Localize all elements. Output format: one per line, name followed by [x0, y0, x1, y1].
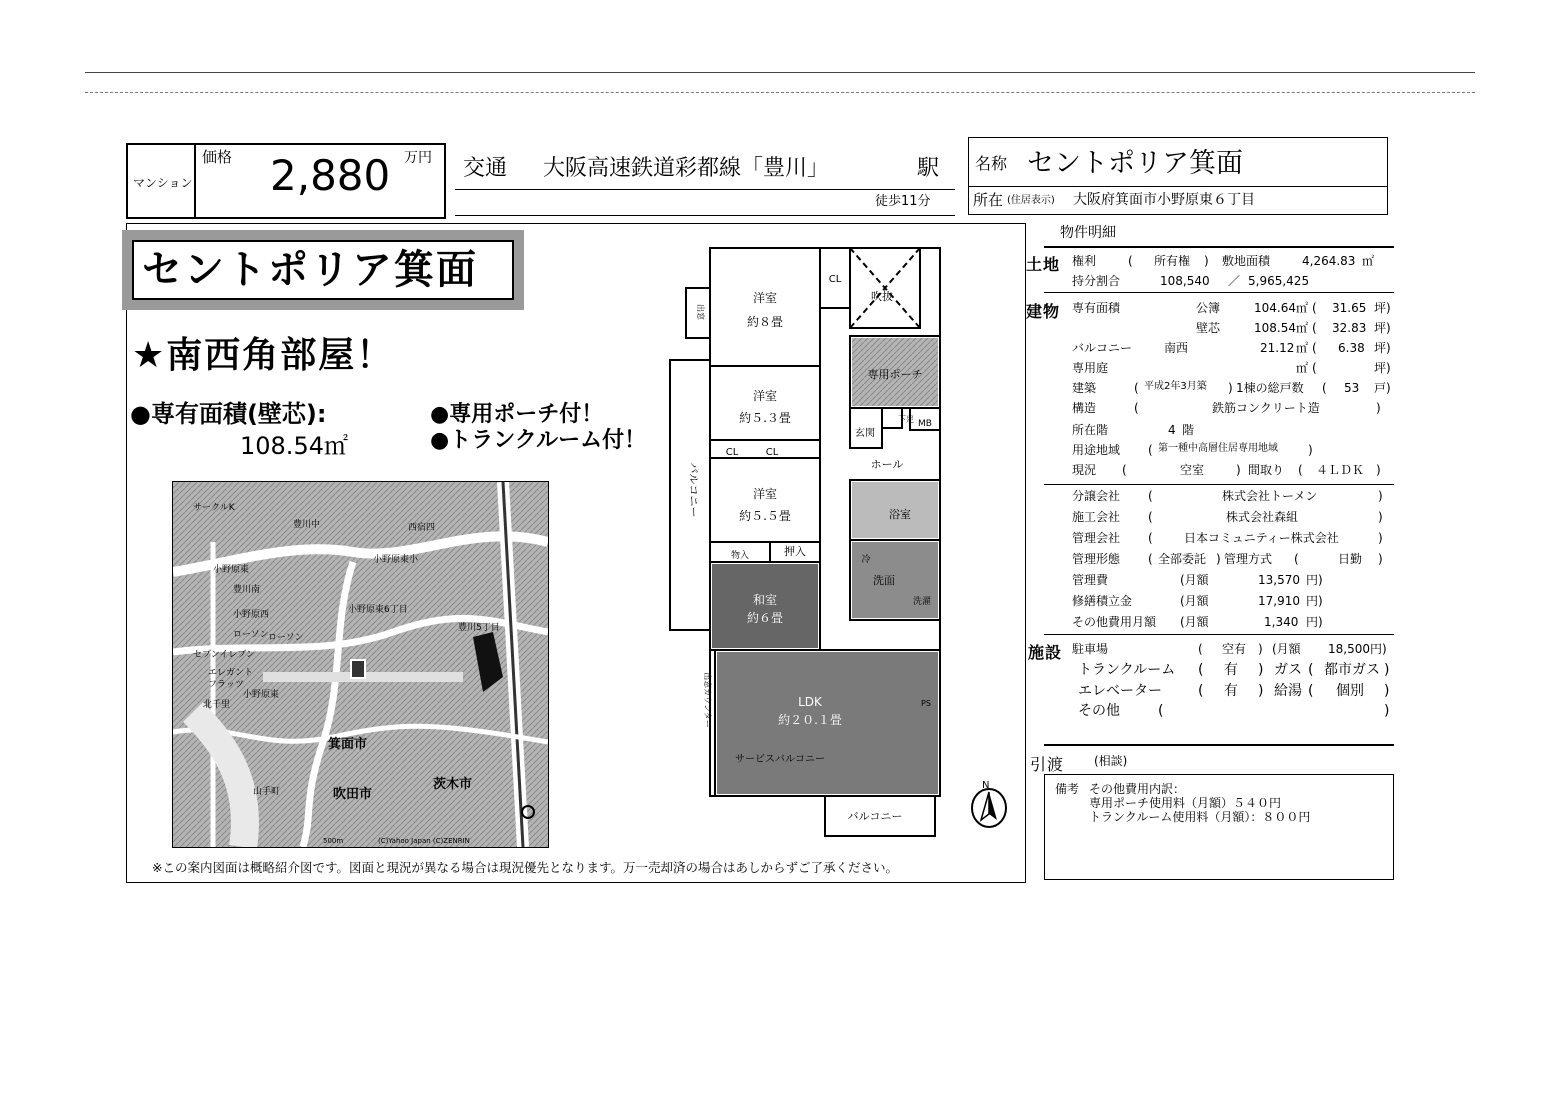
- land-right-value: 所有権: [1154, 254, 1191, 268]
- flyer-title: セントポリア箕面: [142, 247, 478, 293]
- map-label-1: 豊川中: [293, 520, 321, 530]
- monthly-label: (月額: [1180, 573, 1209, 587]
- room-label-4: 洋室: [752, 487, 778, 501]
- share-label: 持分割合: [1072, 274, 1121, 288]
- mgmt-type-label: 管理形態: [1072, 552, 1121, 566]
- structure-value: 鉄筋コンクリート造: [1212, 401, 1320, 415]
- access-rule: [455, 189, 955, 190]
- balcony-tsubo: 6.38: [1338, 341, 1365, 355]
- mgmt-company-label: 管理会社: [1072, 531, 1121, 545]
- gas-value: 都市ガス: [1324, 662, 1380, 678]
- other-fee-label: その他費用月額: [1072, 615, 1157, 629]
- price-label: 価格: [202, 148, 233, 166]
- spec-rule-top: [1044, 246, 1394, 248]
- north-compass-icon: [968, 778, 1010, 830]
- wall-center-label: 壁芯: [1196, 321, 1221, 335]
- balcony-label: バルコニー: [1072, 341, 1133, 355]
- paren-open: (: [1308, 662, 1314, 678]
- map-label-15: 箕面市: [328, 737, 368, 752]
- access-line: 大阪高速鉄道彩都線「豊川」: [543, 156, 830, 181]
- room-label-22: サービスバルコニー: [735, 754, 825, 765]
- yen-unit: 円): [1306, 615, 1323, 629]
- headline: ★南西角部屋！: [132, 335, 395, 376]
- paren-open: (: [1148, 443, 1153, 457]
- access-station: 駅: [917, 156, 940, 181]
- zoning-value: 第一種中高層住居専用地域: [1158, 443, 1278, 454]
- status-value: 空室: [1180, 463, 1205, 477]
- paren-close: ): [1204, 254, 1209, 268]
- land-area-value: 4,264.83: [1302, 254, 1356, 268]
- tsubo-unit: 坪): [1374, 321, 1391, 335]
- map-label-13: 北千里: [203, 700, 231, 710]
- address-sub: (住居表示): [1007, 195, 1055, 206]
- map-label-11: 小野原東6丁目: [348, 605, 408, 615]
- room-label-3: 約５.３畳: [739, 411, 791, 425]
- paren-close: ): [1258, 683, 1264, 699]
- zoning-label: 用途地域: [1072, 443, 1121, 457]
- room-label-1: 約８畳: [746, 315, 784, 329]
- total-units: 53: [1344, 381, 1360, 395]
- type-label: マンション: [133, 176, 193, 190]
- paren-open: (: [1148, 552, 1153, 566]
- land-right-label: 権利: [1072, 254, 1097, 268]
- room-label-0: 洋室: [752, 291, 778, 305]
- room-label-11: 吹抜: [871, 290, 893, 303]
- map-label-18: ローソン: [233, 630, 269, 640]
- type-box: [126, 143, 196, 219]
- room-label-15: 押入: [784, 545, 806, 558]
- room-label-25: MB: [918, 419, 932, 429]
- feature-porch: ●専用ポーチ付！: [430, 402, 604, 427]
- map-label-4: 西宿四: [408, 523, 436, 533]
- paren-open: (: [1294, 552, 1299, 566]
- name-box: [968, 137, 1388, 215]
- map-label-3: 小野原東小: [373, 555, 419, 565]
- building-label: 建物: [1026, 302, 1061, 321]
- room-label-2: 洋室: [752, 389, 778, 403]
- exclusive-area-label: 専有面積: [1072, 301, 1121, 315]
- paren-close: ): [1258, 642, 1263, 656]
- constructor-label: 施工会社: [1072, 510, 1121, 524]
- parking-label: 駐車場: [1072, 642, 1109, 656]
- map-label-17: 茨木市: [433, 777, 473, 792]
- registry-tsubo: 31.65: [1332, 301, 1367, 315]
- map-label-19: 山手町: [253, 787, 281, 797]
- paren-open: (: [1148, 510, 1153, 524]
- spec-rule-land: [1044, 292, 1394, 293]
- handover-label: 引渡: [1030, 755, 1065, 774]
- room-label-16: 洗面: [873, 574, 895, 587]
- paren-open: (: [1148, 489, 1153, 503]
- paren-open: (: [1312, 341, 1317, 355]
- map-label-12: 豊川5丁目: [458, 623, 500, 633]
- yen-unit: 円): [1306, 594, 1323, 608]
- balcony-sqm: 21.12: [1260, 341, 1295, 355]
- layout-label: 間取り: [1248, 463, 1285, 477]
- spec-section-title: 物件明細: [1060, 225, 1116, 241]
- paren-open: (: [1134, 401, 1139, 415]
- room-label-12: 専用ポーチ: [867, 368, 923, 381]
- paren-close: ): [1216, 552, 1221, 566]
- parking-status: 空有: [1222, 642, 1247, 656]
- paren-open: (: [1312, 301, 1317, 315]
- paren-open: (: [1308, 683, 1314, 699]
- map-credit: (C)Yahoo Japan (C)ZENRIN: [378, 837, 470, 845]
- paren-open: (: [1122, 463, 1127, 477]
- spec-rule-facilities: [1044, 744, 1394, 746]
- share-num: 108,540: [1160, 274, 1210, 288]
- paren-open: (: [1298, 463, 1303, 477]
- wall-center-tsubo: 32.83: [1332, 321, 1367, 335]
- room-label-17: 浴室: [889, 508, 911, 521]
- parking-fee: 18,500: [1328, 642, 1370, 656]
- other-fee-value: 1,340: [1264, 615, 1299, 629]
- hot-water-label: 給湯: [1274, 683, 1302, 699]
- developer-value: 株式会社トーメン: [1222, 489, 1318, 503]
- total-units-label: 1棟の総戸数: [1236, 381, 1304, 395]
- spec-panel: [1024, 222, 1394, 882]
- monthly-label: (月額: [1272, 642, 1301, 656]
- hot-water-value: 個別: [1336, 683, 1364, 699]
- room-label-14: ホール: [870, 458, 904, 471]
- paren-close: ): [1378, 489, 1383, 503]
- room-label-18: CL: [725, 447, 739, 458]
- room-label-24: 出窓カウンター: [703, 672, 712, 728]
- access-rule-bottom: [455, 215, 955, 216]
- gas-label: ガス: [1274, 662, 1302, 678]
- share-slash: ／: [1228, 274, 1241, 288]
- map-label-7: ローソン: [268, 633, 304, 643]
- map-scale: 500m: [323, 837, 344, 845]
- room-label-9: 約２０.１畳: [778, 713, 842, 727]
- floor-unit: 階: [1182, 423, 1195, 437]
- wall-center-sqm: 108.54: [1254, 321, 1296, 335]
- built-label: 建築: [1072, 381, 1097, 395]
- room-label-30: 冷: [861, 555, 871, 565]
- paren-open: (: [1322, 381, 1327, 395]
- notes-line-1: その他費用内訳：: [1089, 782, 1186, 796]
- mgmt-company-value: 日本コミュニティー株式会社: [1184, 531, 1339, 545]
- address-label: 所在: [973, 191, 1004, 209]
- paren-close: ): [1378, 552, 1383, 566]
- paren-open: (: [1134, 381, 1139, 395]
- compass-north: N: [982, 780, 990, 791]
- monthly-label: (月額: [1180, 594, 1209, 608]
- paren-close: ): [1384, 703, 1390, 719]
- repair-fund-label: 修繕積立金: [1072, 594, 1133, 608]
- private-garden-label: 専用庭: [1072, 361, 1109, 375]
- mgmt-fee-value: 13,570: [1258, 573, 1300, 587]
- room-label-20: バルコニー: [687, 462, 700, 518]
- share-den: 5,965,425: [1248, 274, 1310, 288]
- area-label: ●専有面積(壁芯):: [130, 400, 327, 428]
- sqm-unit: ㎡: [1296, 301, 1309, 315]
- notes-line-3: トランクルーム使用料（月額）：８００円: [1089, 810, 1311, 824]
- repair-fund-value: 17,910: [1258, 594, 1300, 608]
- trunk-room-label: トランクルーム: [1078, 662, 1176, 678]
- layout-value: ４ＬＤＫ: [1316, 463, 1365, 477]
- floor-plan: [660, 240, 960, 840]
- top-rule-2: [85, 92, 1475, 93]
- paren-close: ): [1308, 443, 1313, 457]
- land-label: 土地: [1026, 255, 1061, 274]
- name-label: 名称: [975, 154, 1008, 173]
- paren-close: ): [1384, 662, 1390, 678]
- address: 大阪府箕面市小野原東６丁目: [1073, 192, 1255, 208]
- land-area-label: 敷地面積: [1222, 254, 1271, 268]
- paren-open: (: [1312, 361, 1317, 375]
- paren-open: (: [1128, 254, 1133, 268]
- price-value: 2,880: [270, 151, 391, 200]
- room-label-8: LDK: [798, 695, 822, 709]
- property-name: セントポリア箕面: [1027, 148, 1243, 179]
- map-label-8: セブンイレブン: [193, 650, 255, 660]
- paren-open: (: [1148, 531, 1153, 545]
- paren-open: (: [1198, 662, 1204, 678]
- map-label-9: エレガント: [208, 668, 254, 678]
- developer-label: 分譲会社: [1072, 489, 1121, 503]
- notes-box: [1044, 774, 1394, 880]
- room-label-5: 約５.５畳: [739, 509, 791, 523]
- paren-open: (: [1158, 703, 1164, 719]
- paren-close: ): [1376, 463, 1381, 477]
- yen-unit: 円): [1306, 573, 1323, 587]
- paren-close: ): [1236, 463, 1241, 477]
- map-graphic: [173, 482, 548, 847]
- room-label-26: 下足: [898, 415, 914, 424]
- access-box: [455, 143, 955, 217]
- walk-time: 徒歩11分: [875, 194, 931, 209]
- floor-label: 所在階: [1072, 423, 1109, 437]
- room-label-21: バルコニー: [847, 810, 903, 823]
- floor-value: 4: [1168, 423, 1176, 437]
- map-label-5: 豊川南: [233, 585, 261, 595]
- name-rule: [969, 186, 1387, 187]
- status-label: 現況: [1072, 463, 1097, 477]
- structure-label: 構造: [1072, 401, 1097, 415]
- sqm-unit: ㎡: [1296, 321, 1309, 335]
- handover-value: (相談): [1094, 754, 1128, 768]
- map-label-16: 吹田市: [333, 787, 373, 802]
- tsubo-unit: 坪): [1374, 341, 1391, 355]
- facilities-label: 施設: [1028, 643, 1063, 662]
- paren-open: (: [1312, 321, 1317, 335]
- top-rule-1: [85, 72, 1475, 73]
- map-label-0: サークルK: [193, 503, 235, 513]
- spec-rule-company: [1044, 634, 1394, 635]
- registry-label: 公簿: [1196, 301, 1221, 315]
- room-label-29: 物入: [730, 551, 750, 561]
- trunk-room-value: 有: [1224, 662, 1238, 678]
- elevator-label: エレベーター: [1078, 683, 1162, 699]
- yen-unit: 円): [1370, 642, 1387, 656]
- paren-close: ): [1378, 510, 1383, 524]
- mgmt-method-value: 日勤: [1338, 552, 1363, 566]
- room-label-19: CL: [765, 447, 779, 458]
- title-plate-inner: [132, 240, 514, 300]
- room-label-27: PS: [921, 699, 931, 708]
- disclaimer: ※この案内図面は概略紹介図です。図面と現況が異なる場合は現況優先となります。万一売却済の場合はあしからずご了承ください。: [152, 860, 898, 875]
- room-label-23: 出窓: [696, 304, 705, 320]
- room-label-10: CL: [828, 274, 842, 285]
- map-label-10: フラッツ: [208, 680, 244, 690]
- paren-close: ): [1376, 401, 1381, 415]
- price-unit: 万円: [404, 150, 432, 166]
- mgmt-fee-label: 管理費: [1072, 573, 1109, 587]
- paren-open: (: [1198, 683, 1204, 699]
- map-label-2: 小野原東: [213, 565, 250, 575]
- built-date: 平成2年3月築: [1144, 381, 1207, 392]
- room-label-13: 玄関: [855, 428, 875, 439]
- feature-trunk: ●トランクルーム付！: [430, 428, 647, 453]
- room-label-28: 洗濯: [912, 597, 932, 607]
- access-label: 交通: [463, 156, 508, 181]
- paren-open: (: [1198, 642, 1203, 656]
- elevator-value: 有: [1224, 683, 1238, 699]
- room-label-6: 和室: [752, 593, 778, 607]
- spec-rule-bldg: [1044, 484, 1394, 485]
- map-label-14: 小野原東: [243, 690, 280, 700]
- monthly-label: (月額: [1180, 615, 1209, 629]
- mgmt-method-label: 管理方式: [1224, 552, 1273, 566]
- location-map: [172, 481, 549, 848]
- constructor-value: 株式会社森組: [1226, 510, 1299, 524]
- balcony-direction: 南西: [1164, 341, 1189, 355]
- tsubo-unit: 坪): [1374, 301, 1391, 315]
- map-label-6: 小野原西: [233, 610, 270, 620]
- paren-close: ): [1384, 683, 1390, 699]
- registry-sqm: 104.64: [1254, 301, 1296, 315]
- price-box: [194, 143, 446, 219]
- room-label-7: 約６畳: [746, 611, 784, 625]
- paren-close: ): [1258, 662, 1264, 678]
- sqm-unit: ㎡: [1296, 361, 1309, 375]
- notes-line-2: 専用ポーチ使用料（月額）５４０円: [1089, 796, 1282, 810]
- mgmt-type-value: 全部委託: [1158, 552, 1207, 566]
- paren-close: ): [1228, 381, 1233, 395]
- notes-label: 備考: [1055, 782, 1080, 796]
- tsubo-unit: 坪): [1374, 361, 1391, 375]
- land-area-unit: ㎡: [1362, 254, 1375, 268]
- area-value: 108.54㎡: [240, 432, 348, 460]
- units-suffix: 戸): [1374, 381, 1391, 395]
- paren-close: ): [1378, 531, 1383, 545]
- sqm-unit: ㎡: [1296, 341, 1309, 355]
- other-label: その他: [1078, 703, 1120, 719]
